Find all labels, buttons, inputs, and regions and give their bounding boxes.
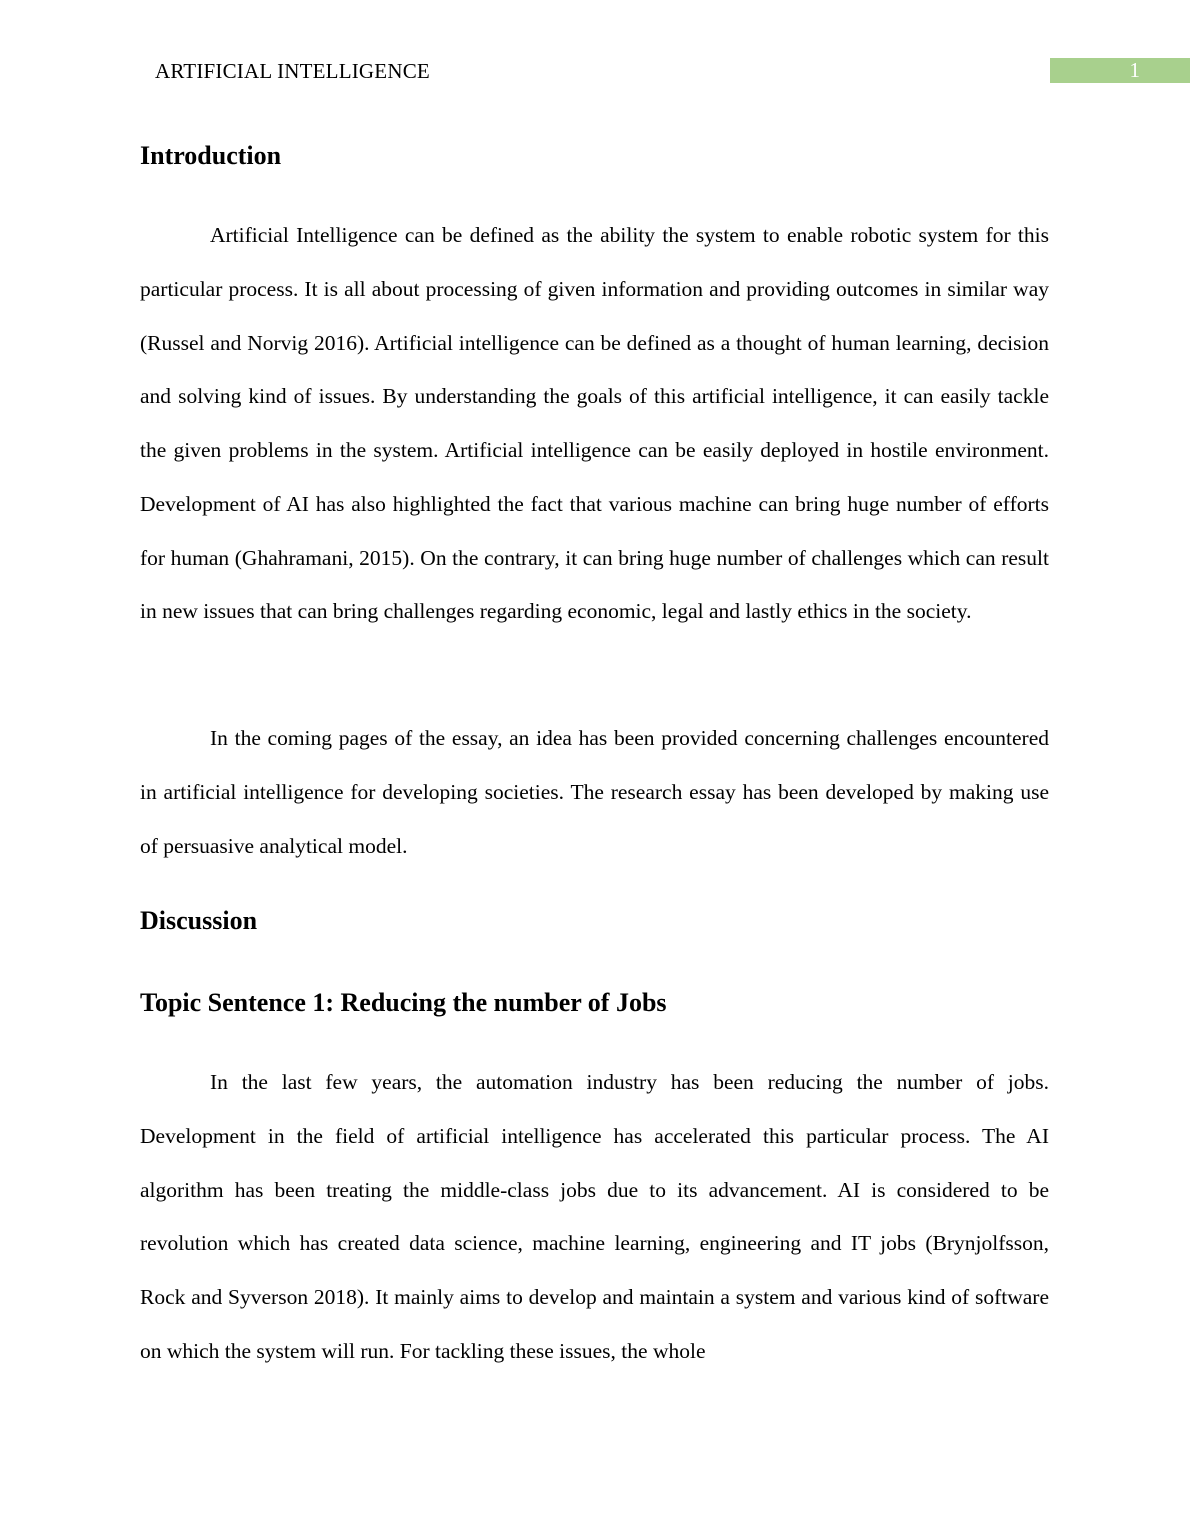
- discussion-heading: Discussion: [140, 906, 258, 935]
- introduction-paragraph-2: In the coming pages of the essay, an idea has been provided concerning challenges encountered in artificial intelligence for developing societies. The research essay has been developed by making use of persuasive analytical model.: [140, 726, 1049, 858]
- topic-1-paragraph: In the last few years, the automation industry has been reducing the number of jobs. Development in the field of artificial intelligence has accelerated this particular process. The AI algorithm has been treating the middle-class jobs due to its advancement. AI is considered to be revolution which has created data science, machine learning, engineering and IT jobs (Brynjolfsson, Rock and Syverson 2018). It mainly aims to develop and maintain a system and various kind of software on which the system will run. For tackling these issues, the whole: [140, 1070, 1049, 1363]
- introduction-paragraph-1: Artificial Intelligence can be defined as the ability the system to enable robotic system for this particular process. It is all about processing of given information and providing outcomes in similar way (Russel and Norvig 2016). Artificial intelligence can be defined as a thought of human learning, decision and solving kind of issues. By understanding the goals of this artificial intelligence, it can easily tackle the given problems in the system. Artificial intelligence can be easily deployed in hostile environment. Development of AI has also highlighted the fact that various machine can bring huge number of efforts for human (Ghahramani, 2015). On the contrary, it can bring huge number of challenges which can result in new issues that can bring challenges regarding economic, legal and lastly ethics in the society.: [140, 223, 1049, 624]
- topic-sentence-1-heading: Topic Sentence 1: Reducing the number of Jobs: [140, 988, 667, 1017]
- introduction-heading: Introduction: [140, 141, 282, 170]
- running-header-title: ARTIFICIAL INTELLIGENCE: [155, 59, 430, 83]
- page-number: 1: [1129, 58, 1140, 82]
- page-number-box: [1050, 58, 1190, 83]
